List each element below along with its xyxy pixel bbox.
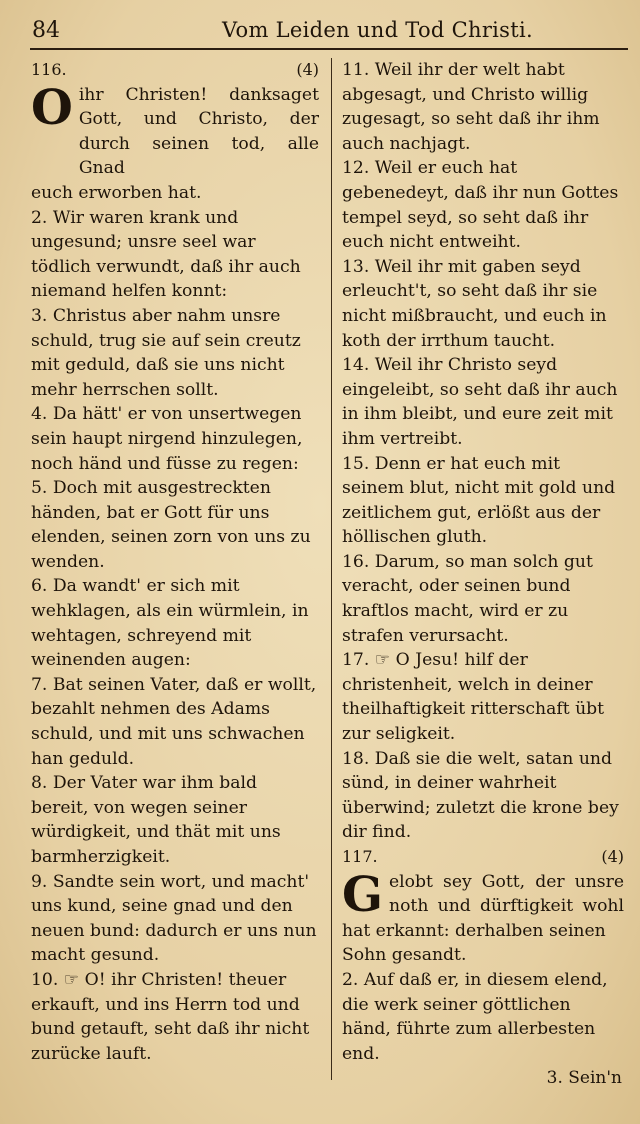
column-divider bbox=[331, 58, 332, 1080]
hymn-number: 116. bbox=[31, 60, 67, 79]
running-title: Vom Leiden und Tod Christi. bbox=[222, 18, 533, 42]
hymn-117-verse-2: 2. Auf daß er, in diesem elend, die werk seiner göttlichen händ, führte zum allerbesten end. bbox=[342, 969, 608, 1064]
page-header bbox=[30, 14, 628, 50]
verse-15: 15. Denn er hat euch mit seinem blut, nicht mit gold und zeitlichem gut, erlößt aus der höllischen gluth. bbox=[342, 453, 616, 548]
hymn-117-verse-1-end: hat erkannt: derhalben seinen Sohn gesandt. bbox=[342, 920, 606, 966]
verse-8: 8. Der Vater war ihm bald bereit, von wegen seiner würdigkeit, und thät mit uns barmherzigkeit. bbox=[31, 773, 281, 867]
verse-16: 16. Darum, so man solch gut veracht, oder seinen bund kraftlos macht, wird er zu strafen verursacht. bbox=[342, 551, 593, 646]
drop-cap: O bbox=[31, 79, 73, 136]
verse-11: 11. Weil ihr der welt habt abgesagt, und Christo willig zugesagt, so seht daß ihr ihm auch nachjagt. bbox=[342, 60, 600, 154]
hymn-meter: (4) bbox=[296, 60, 319, 79]
verse-4: 4. Da hätt' er von unsertwegen sein haupt nirgend hinzulegen, noch händ und füsse zu regen: bbox=[31, 404, 303, 474]
verse-17: 17. ☞ O Jesu! hilf der christenheit, welch in deiner theilhaftigkeit ritterschaft übt zur seligkeit. bbox=[342, 650, 605, 745]
right-column bbox=[342, 58, 624, 1066]
verse-6: 6. Da wandt' er sich mit wehklagen, als ein würmlein, in wehtagen, schreyend mit weinenden augen: bbox=[31, 576, 309, 671]
hymn-meter: (4) bbox=[601, 847, 624, 866]
hymn-117-heading bbox=[342, 845, 624, 870]
hymn-number: 117. bbox=[342, 847, 378, 866]
verse-1-end: euch erworben hat. bbox=[31, 182, 202, 203]
page-number: 84 bbox=[32, 18, 60, 43]
verse-2: 2. Wir waren krank und ungesund; unsre seel war tödlich verwundt, daß ihr auch niemand helfen konnt: bbox=[31, 207, 301, 302]
verse-14: 14. Weil ihr Christo seyd eingeleibt, so seht daß ihr auch in ihm bleibt, und eure zeit mit ihm vertreibt. bbox=[342, 355, 618, 449]
verse-3: 3. Christus aber nahm unsre schuld, trug sie auf sein creutz mit geduld, daß sie uns nicht mehr herrschen sollt. bbox=[31, 305, 301, 400]
verse-1 bbox=[31, 79, 319, 181]
verse-13: 13. Weil ihr mit gaben seyd erleucht't, so seht daß ihr sie nicht mißbraucht, und euch in koth der irrthum taucht. bbox=[342, 256, 607, 351]
verse-text: ihr Christen! danksaget Gott, und Christo, der durch seinen tod, alle Gnad bbox=[78, 84, 319, 179]
verse-text: elobt sey Gott, der unsre noth und dürftigkeit wohl bbox=[389, 871, 624, 917]
drop-cap: G bbox=[342, 866, 383, 923]
left-column bbox=[31, 58, 319, 1066]
verse-12: 12. Weil er euch hat gebenedeyt, daß ihr nun Gottes tempel seyd, so seht daß ihr euch nicht entweiht. bbox=[342, 158, 619, 253]
catchword: 3. Sein'n bbox=[546, 1068, 622, 1088]
verse-9: 9. Sandte sein wort, und macht' uns kund, seine gnad und den neuen bund: dadurch er uns nun macht gesund. bbox=[31, 871, 317, 966]
verse-10: 10. ☞ O! ihr Christen! theuer erkauft, und ins Herrn tod und bund getauft, seht daß ihr nicht zurücke lauft. bbox=[31, 969, 310, 1064]
verse-7: 7. Bat seinen Vater, daß er wollt, bezahlt nehmen des Adams schuld, und mit uns schwachen han geduld. bbox=[31, 674, 317, 769]
hymn-116-heading bbox=[31, 58, 319, 83]
verse-18: 18. Daß sie die welt, satan und sünd, in deiner wahrheit überwind; zuletzt die krone bey dir find. bbox=[342, 748, 619, 843]
verse-5: 5. Doch mit ausgestreckten händen, bat er Gott für uns elenden, seinen zorn von uns zu wenden. bbox=[31, 478, 311, 572]
hymn-117-verse-1 bbox=[342, 866, 624, 923]
